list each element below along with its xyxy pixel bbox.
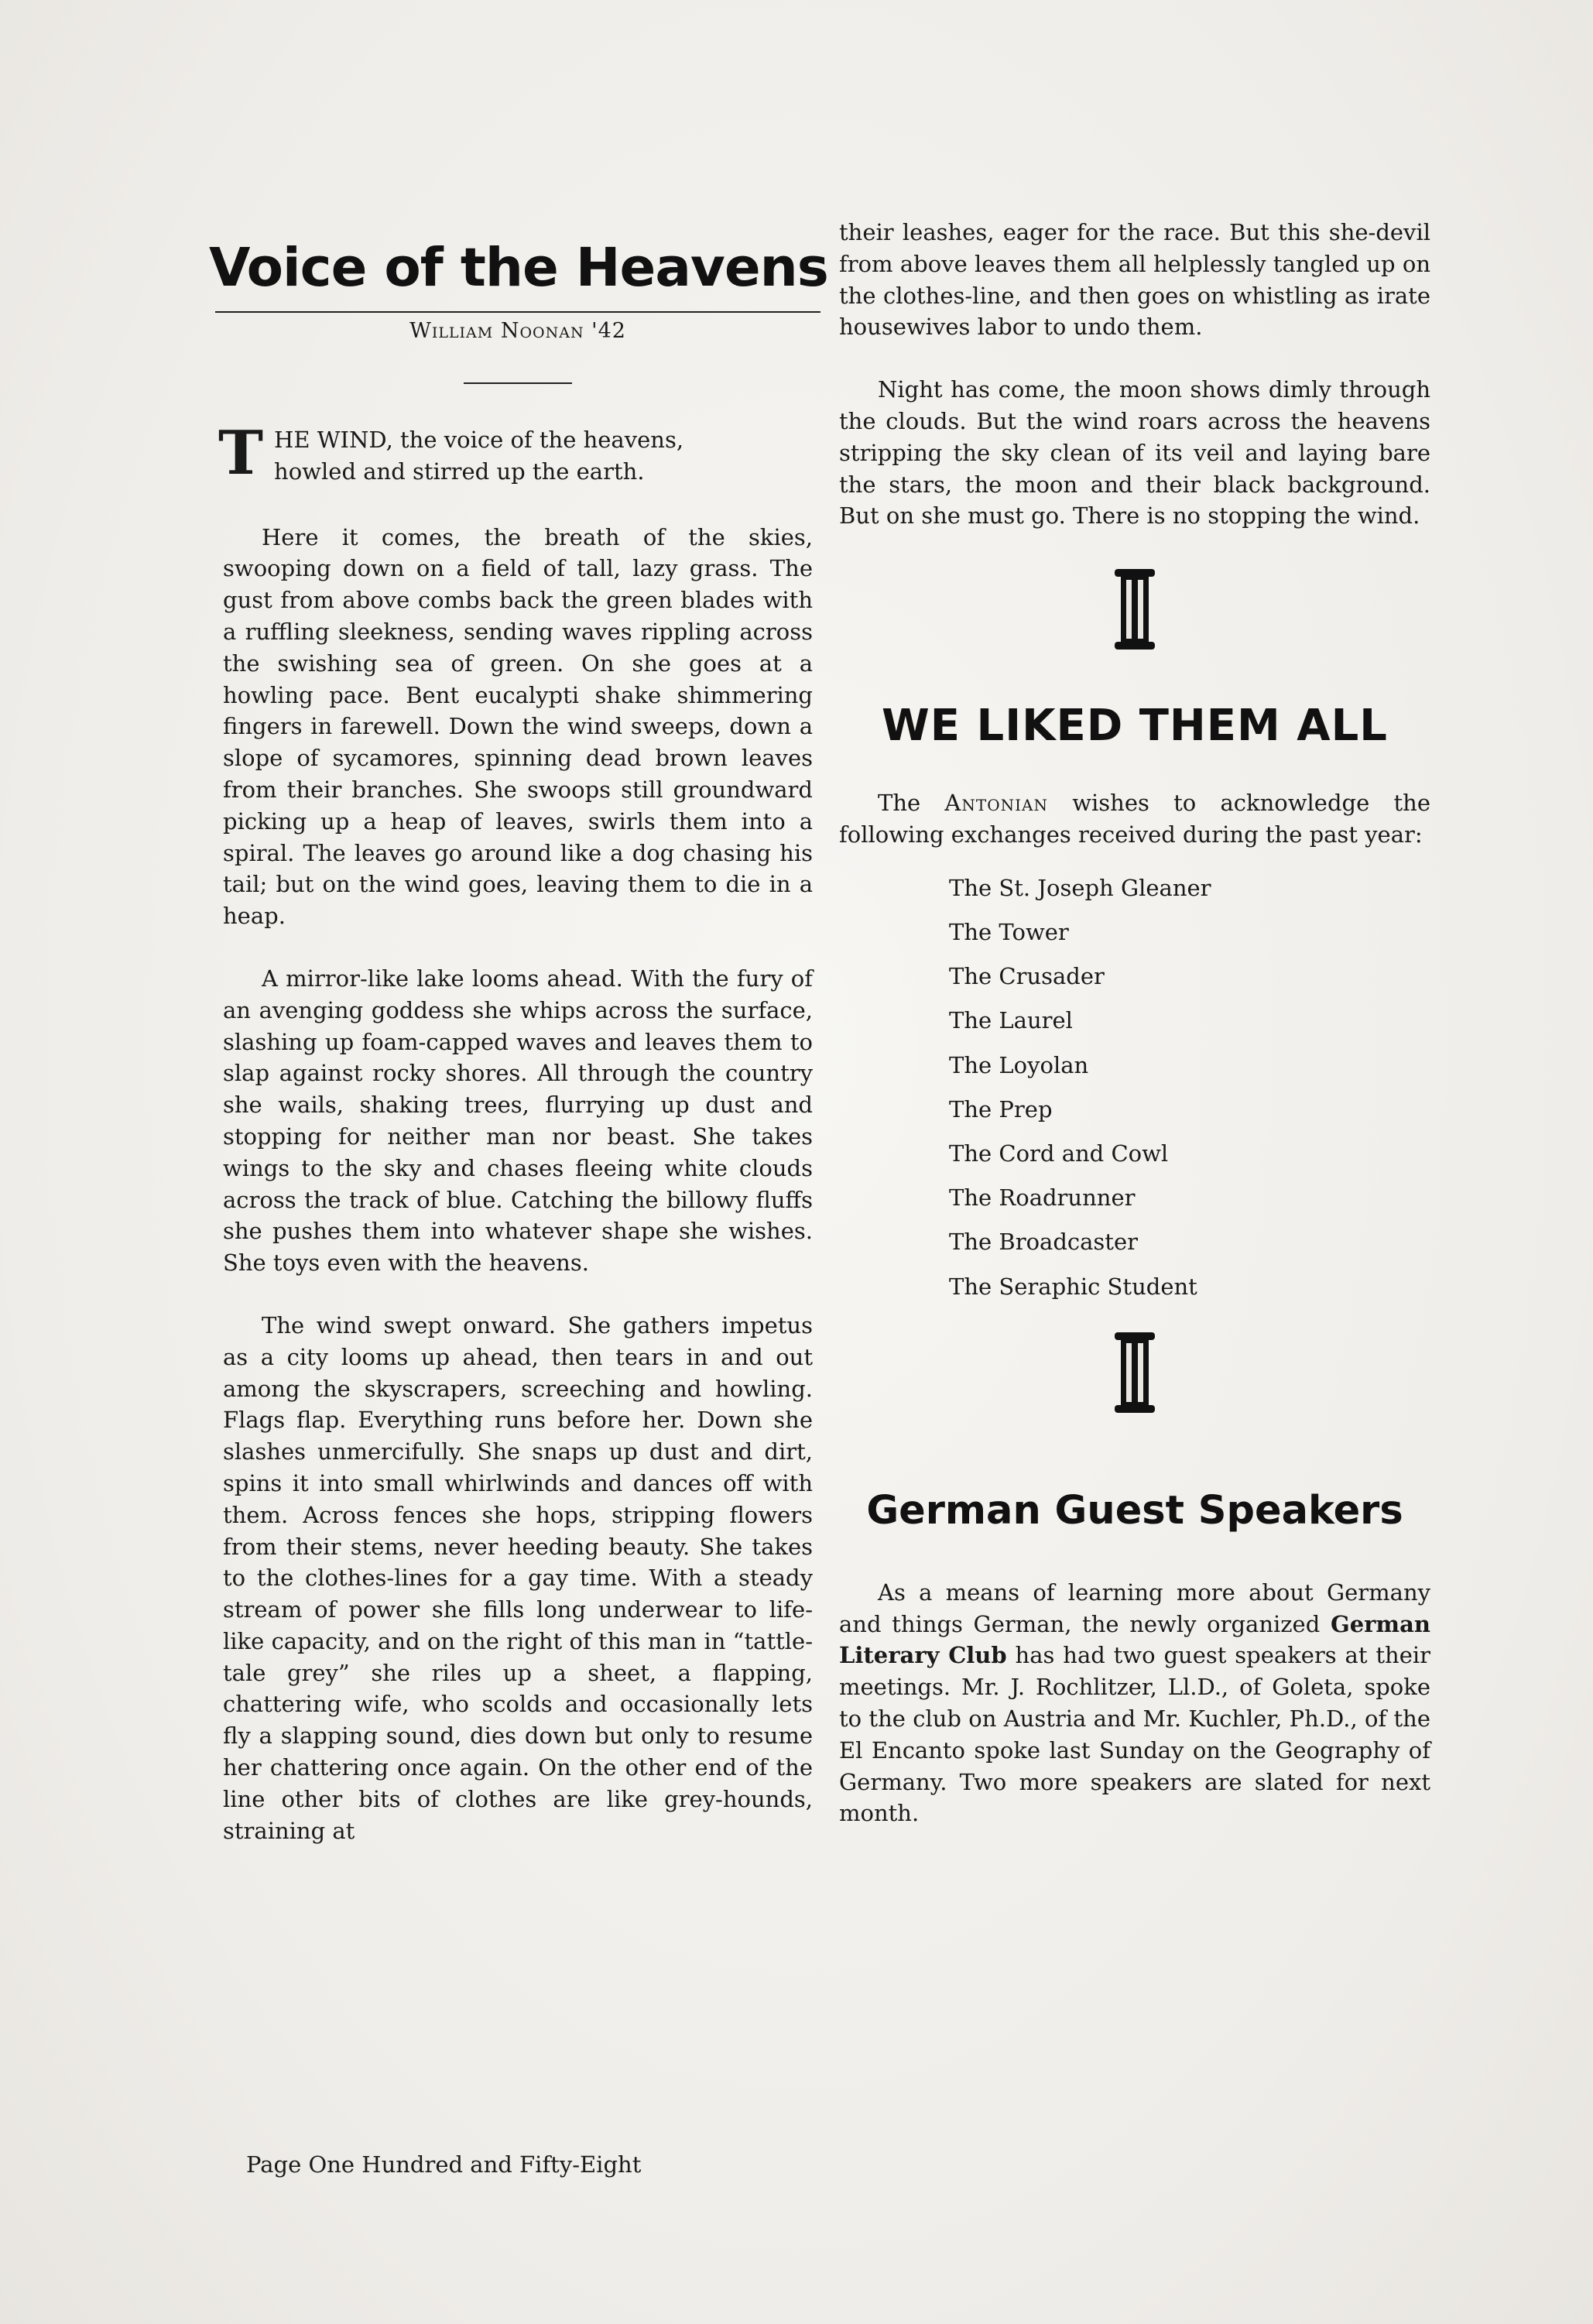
intro-pre: The bbox=[878, 790, 921, 817]
list-item: The Roadrunner bbox=[949, 1184, 1136, 1212]
list-item: The St. Joseph Gleaner bbox=[949, 874, 1211, 901]
intro-post: wishes to acknowledge the following exchanges received during the past year: bbox=[839, 790, 1430, 848]
column-ornament-icon bbox=[1113, 566, 1156, 653]
paragraph-lake: A mirror-like lake looms ahead. With the fury of an avenging goddess she whips across the surface, slashing up foam-capped waves and leaves them to slap against rocky shores. All through the country she wails, shaking trees, flurrying up dust and stopping for neither man nor beast. She takes wings to the sky and chases fleeing white clouds across the track of blue. Catching the billowy fluffs she pushes them into whatever shape she wishes. She toys even with the heavens. bbox=[223, 965, 813, 1277]
article-title-we-liked-them-all: WE LIKED THEM ALL bbox=[882, 701, 1388, 752]
list-item: The Prep bbox=[949, 1095, 1053, 1123]
german-club-name: German Literary Club bbox=[839, 1610, 1430, 1669]
paragraph-clothes-continued: their leashes, eager for the race. But this she-devil from above leaves them all helplessly tangled up on the clothes-line, and then goes on whistling as irate housewives labor to undo them. bbox=[839, 219, 1430, 341]
left-column bbox=[209, 232, 828, 1846]
article-title-voice-of-the-heavens: Voice of the Heavens bbox=[209, 237, 828, 299]
list-item: The Cord and Cowl bbox=[949, 1140, 1169, 1167]
opening-line-1: HE WIND, the voice of the heavens, bbox=[274, 427, 684, 453]
exchanges-list bbox=[949, 866, 1430, 1309]
list-item: The Laurel bbox=[949, 1007, 1073, 1034]
paragraph-german-club bbox=[839, 1577, 1430, 1829]
list-item: The Crusader bbox=[949, 963, 1105, 990]
article-title-german-guest-speakers: German Guest Speakers bbox=[866, 1487, 1403, 1534]
paragraph-opening bbox=[218, 418, 813, 488]
intro-publication-name: Antonian bbox=[944, 790, 1048, 817]
german-text-pre: As a means of learning more about Germany and things German, the newly organized bbox=[839, 1578, 1430, 1637]
list-item: The Loyolan bbox=[949, 1051, 1089, 1078]
paragraph-grass: Here it comes, the breath of the skies, swooping down on a field of tall, lazy grass. The gust from above combs back the green blades with a ruffling sleekness, sending waves rippling across the swishing sea of green. On she goes at a howling pace. Bent eucalypti shake shimmering fingers in farewell. Down the wind sweeps, down a slope of sycamores, spinning dead brown leaves from their branches. She swoops still groundward picking up a heap of leaves, swirls them into a spiral. The leaves go around like a dog chasing his tail; but on the wind goes, leaving them to die in a heap. bbox=[223, 523, 813, 930]
opening-line-2: howled and stirred up the earth. bbox=[274, 458, 645, 485]
list-item: The Seraphic Student bbox=[949, 1273, 1197, 1300]
title-underline bbox=[215, 311, 820, 313]
column-ornament-icon bbox=[1113, 1329, 1156, 1416]
paragraph-night: Night has come, the moon shows dimly through the clouds. But the wind roars across the heavens stripping the sky clean of its veil and laying bare the stars, the moon and their black background. But on she must go. There is no stopping the wind. bbox=[839, 376, 1430, 530]
page-number: Page One Hundred and Fifty-Eight bbox=[246, 2151, 642, 2178]
list-item: The Broadcaster bbox=[949, 1229, 1138, 1256]
byline-text: William Noonan '42 bbox=[409, 319, 626, 343]
right-column bbox=[839, 217, 1430, 1860]
byline bbox=[223, 316, 813, 347]
list-item: The Tower bbox=[949, 918, 1069, 945]
drop-cap: T bbox=[218, 418, 264, 488]
section-divider bbox=[464, 382, 572, 384]
paragraph-city: The wind swept onward. She gathers impetus as a city looms up ahead, then tears in and out among the skyscrapers, screeching and howling. Flags flap. Everything runs before her. Down she slashes unmercifully. She snaps up dust and dirt, spins it into small whirlwinds and dances off with them. Across fences she hops, stripping flowers from their stems, never heeding beauty. She takes to the clothes-lines for a gay time. With a steady stream of power she fills long underwear to life-like capacity, and on the right of this man in “tattle-tale grey” she riles up a sheet, a flapping, chattering wife, who scolds and occasionally lets fly a slapping sound, dies down but only to resume her chattering once again. On the other end of the line other bits of clothes are like grey-hounds, straining at bbox=[223, 1311, 813, 1844]
exchanges-intro bbox=[839, 787, 1430, 851]
german-text-post: has had two guest speakers at their meetings. Mr. J. Rochlitzer, Ll.D., of Goleta, spoke to the club on Austria and Mr. Kuchler, Ph.D., of the El Encanto spoke last Sunday on the Geography of Germany. Two more speakers are slated for next month. bbox=[839, 1642, 1430, 1827]
